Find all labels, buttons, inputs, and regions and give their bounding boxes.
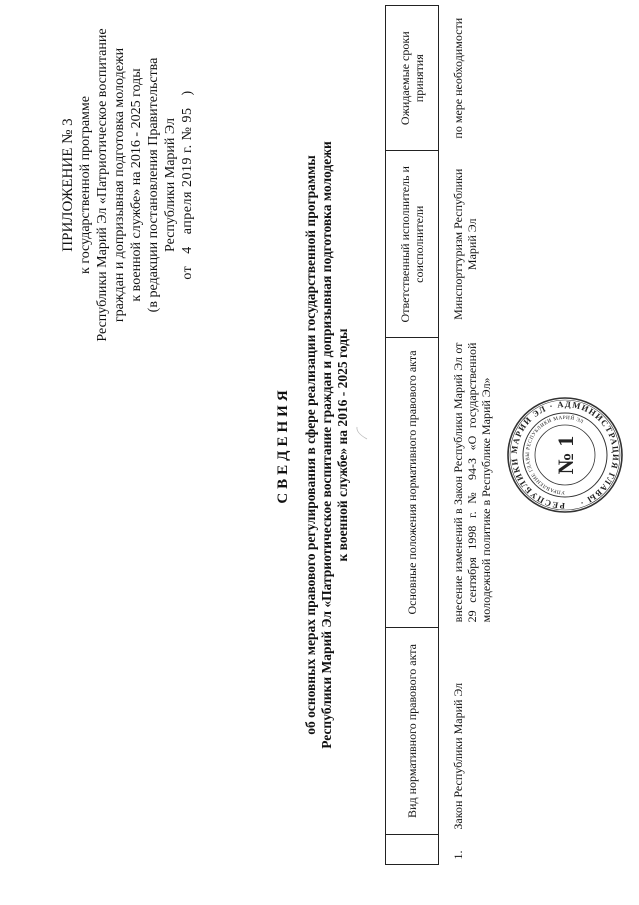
seal-center-number: № 1 [553, 435, 578, 475]
heading-line: Республики Марий Эл «Патриотическое воспитание граждан и допризывная подготовка молодежи [319, 141, 334, 749]
date-prefix: от [180, 265, 195, 280]
appendix-line: Республики Марий Эл «Патриотическое воспитание [95, 28, 110, 342]
header-exec: Ответственный исполнитель и соисполнители [386, 151, 439, 338]
seal-outer-text: РЕСПУБЛИКИ МАРИЙ ЭЛ · АДМИНИСТРАЦИЯ ГЛАВЫ · [508, 398, 622, 512]
acts-table [385, 5, 497, 865]
heading-title: СВЕДЕНИЯ [275, 386, 291, 504]
header-term: Ожидаемые сроки принятия [386, 6, 439, 151]
header-body: Основные положения нормативного правового акта [386, 338, 439, 628]
date-close: ) [180, 90, 195, 96]
appendix-block [60, 25, 196, 345]
heading-line: об основных мерах правового регулирования в сфере реализации государственной программы [303, 155, 318, 735]
header-num [386, 835, 439, 865]
date-number: 95 [180, 107, 195, 123]
appendix-line: Республики Марий Эл [163, 118, 178, 252]
pen-mark-icon [353, 424, 371, 442]
appendix-line: к государственной программе [78, 96, 93, 274]
seal-inner-text: УПРАВЛЕНИЕ ГЛАВЫ РЕСПУБЛИКИ МАРИЙ ЭЛ [524, 414, 585, 496]
row-exec: Минспорттуризм Республики Марий Эл [451, 168, 479, 320]
row-body: внесение изменений в Закон Республики Марий Эл от 29 сентября 1998 г. № 94-З «О государственной молодежной политике в Республике Марий Эл» [451, 342, 493, 623]
document-heading [275, 45, 351, 845]
table-header-row [386, 6, 439, 865]
row-term: по мере необходимости [451, 17, 465, 139]
appendix-line: (в редакции постановления Правительства [146, 57, 161, 313]
appendix-line: к военной службе» на 2016 - 2025 годы [129, 68, 144, 302]
appendix-line: граждан и допризывная подготовка молодежи [112, 47, 127, 323]
date-rest: апреля 2019 г. № [180, 126, 195, 235]
row-type: Закон Республики Марий Эл [451, 682, 465, 830]
table-row [439, 6, 498, 865]
appendix-number: ПРИЛОЖЕНИЕ № 3 [60, 118, 76, 252]
header-type: Вид нормативного правового акта [386, 627, 439, 834]
official-seal-stamp [505, 395, 625, 515]
date-day: 4 [180, 246, 195, 254]
appendix-date [179, 25, 196, 345]
heading-line: к военной службе» на 2016 - 2025 годы [335, 328, 350, 562]
row-num: 1. [451, 850, 465, 860]
